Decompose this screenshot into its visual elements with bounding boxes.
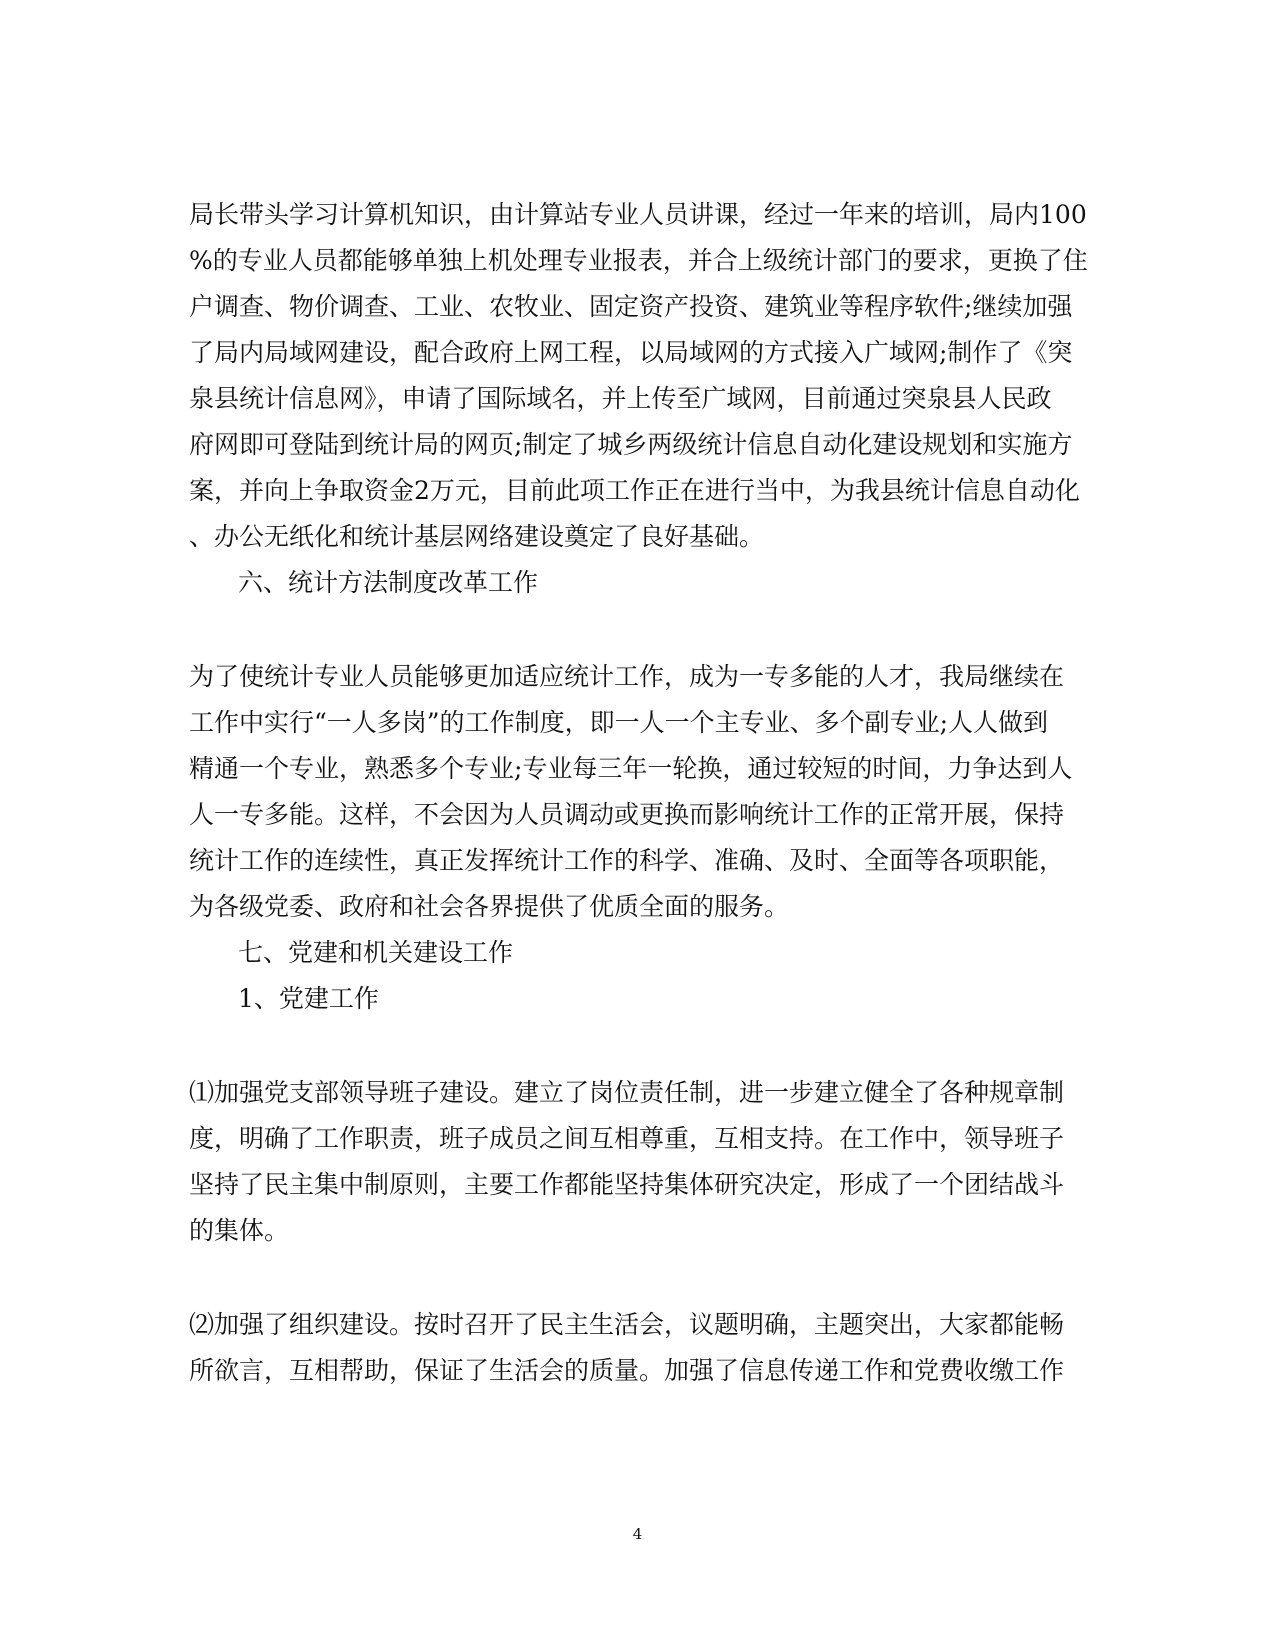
text-line: 坚持了民主集中制原则，主要工作都能坚持集体研究决定，形成了一个团结战斗 (189, 1170, 1065, 1199)
section-heading: 六、统计方法制度改革工作 (238, 568, 539, 597)
text-line: 精通一个专业，熟悉多个专业;专业每三年一轮换，通过较短的时间，力争达到人 (189, 754, 1073, 783)
page-number: 4 (632, 1525, 643, 1543)
text-line: 府网即可登陆到统计局的网页;制定了城乡两级统计信息自动化建设规划和实施方 (189, 430, 1073, 459)
text-line: 、办公无纸化和统计基层网络建设奠定了良好基础。 (189, 522, 765, 551)
text-line: ⑴加强党支部领导班子建设。建立了岗位责任制，进一步建立健全了各种规章制 (189, 1078, 1065, 1107)
text-line: 了局内局域网建设，配合政府上网工程，以局域网的方式接入广域网;制作了《突 (189, 338, 1073, 367)
text-line: 户调查、物价调查、工业、农牧业、固定资产投资、建筑业等程序软件;继续加强 (189, 292, 1073, 321)
text-line: 人一专多能。这样，不会因为人员调动或更换而影响统计工作的正常开展，保持 (189, 800, 1065, 829)
text-line: 为各级党委、政府和社会各界提供了优质全面的服务。 (189, 892, 790, 921)
text-line: 为了使统计专业人员能够更加适应统计工作，成为一专多能的人才，我局继续在 (189, 662, 1065, 691)
section-heading: 七、党建和机关建设工作 (238, 938, 514, 967)
text-line: 统计工作的连续性，真正发挥统计工作的科学、准确、及时、全面等各项职能， (189, 846, 1065, 875)
subsection-heading: 1、党建工作 (238, 984, 379, 1013)
text-line: ⑵加强了组织建设。按时召开了民主生活会，议题明确，主题突出，大家都能畅 (189, 1310, 1065, 1339)
text-line: 度，明确了工作职责，班子成员之间互相尊重，互相支持。在工作中，领导班子 (189, 1124, 1065, 1153)
text-line: 泉县统计信息网》，申请了国际域名，并上传至广域网，目前通过突泉县人民政 (189, 384, 1052, 413)
text-line: 局长带头学习计算机知识，由计算站专业人员讲课，经过一年来的培训，局内100 (189, 200, 1087, 229)
text-line: 案，并向上争取资金2万元，目前此项工作正在进行当中，为我县统计信息自动化 (189, 476, 1080, 505)
text-line: %的专业人员都能够单独上机处理专业报表，并合上级统计部门的要求，更换了住 (189, 246, 1088, 275)
text-line: 的集体。 (189, 1216, 290, 1245)
text-line: 所欲言，互相帮助，保证了生活会的质量。加强了信息传递工作和党费收缴工作 (189, 1356, 1065, 1385)
text-line: 工作中实行“一人多岗”的工作制度，即一人一个主专业、多个副专业;人人做到 (189, 708, 1048, 737)
